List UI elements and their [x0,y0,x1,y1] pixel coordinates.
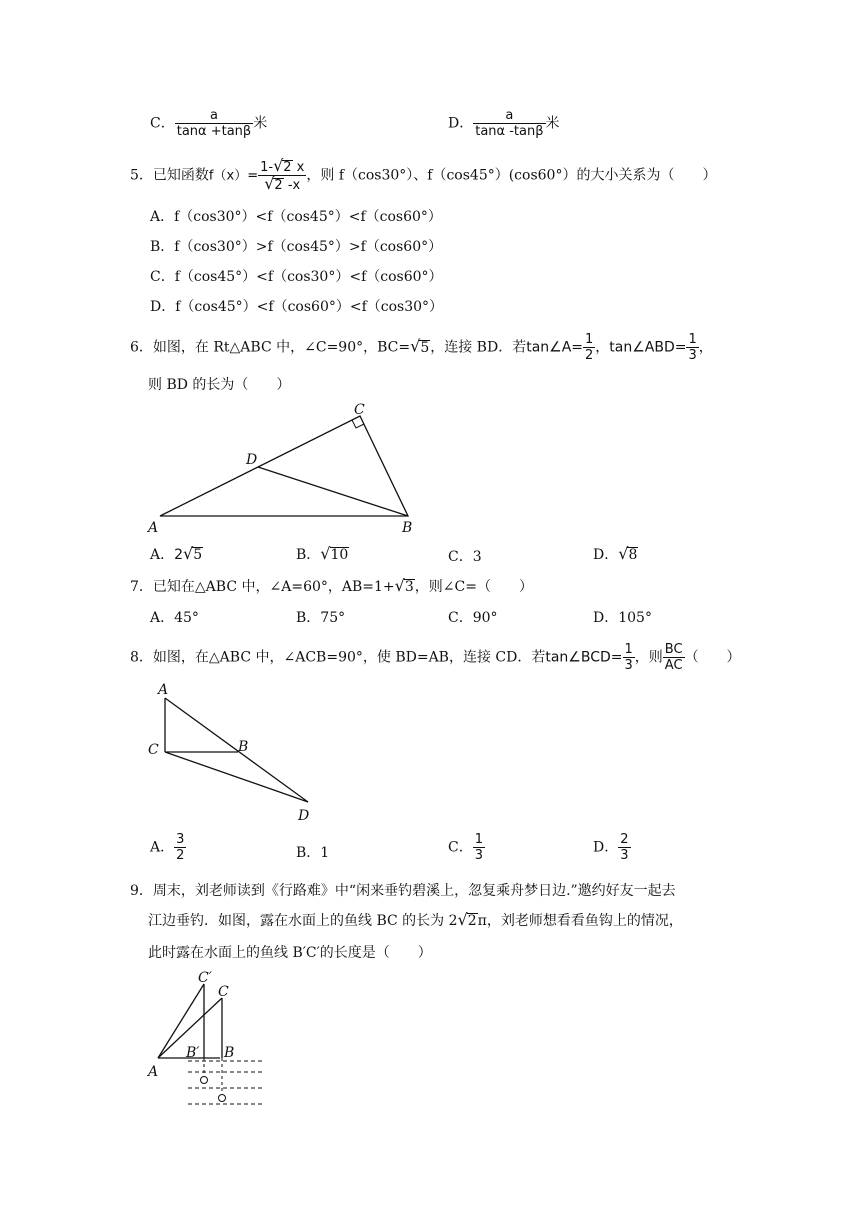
q8-option-c: C． $\frac{1}{3}$ [448,832,483,863]
q8-option-b: B．1 [296,845,330,861]
q7-option-c: C．90° [448,610,498,626]
q7-option-d: D．105° [593,610,652,626]
q6-option-d: D．√8 [593,544,638,563]
q6-figure [140,398,430,540]
q9-label-b: B [224,1045,235,1061]
q6-label-a: A [148,520,159,536]
q6-option-b: B．√10 [296,544,349,563]
q7-option-b: B．75° [296,610,346,626]
q5-option-c: C．f（cos45°）<f（cos30°）<f（cos60°） [150,269,443,285]
q7-stem: 7．已知在△ABC 中，∠A=60°，AB=1+√3，则∠C=（ ） [130,576,533,595]
q8-label-a: A [158,682,169,698]
q8-label-b: B [238,739,249,755]
q6-option-a: A．2√5 [150,544,203,563]
q6-option-c: C．3 [448,549,482,565]
q8-label-c: C [148,742,159,758]
q6-stem: 6．如图，在 Rt△ABC 中，∠C=90°，BC=√5，连接 BD．若tan∠A= $\frac{1}{2}$ ，tan∠ABD= $\frac{1}{3}$ ， [130,332,713,363]
q8-figure [140,680,330,826]
q9-label-c: C [218,984,229,1000]
q8-option-a: A． $\frac{3}{2}$ [150,832,185,863]
q5-option-a: A．f（cos30°）<f（cos45°）<f（cos60°） [150,209,442,225]
q7-option-a: A．45° [150,610,199,626]
q5-option-d: D．f（cos45°）<f（cos60°）<f（cos30°） [150,299,444,315]
q6-label-c: C [354,402,365,418]
q6-label-b: B [402,520,413,536]
q8-option-d: D． $\frac{2}{3}$ [593,832,629,863]
q4-option-c: C． $\frac{a}{\tan\alpha +\tan\beta}$ 米 [150,108,268,139]
q5-option-b: B．f（cos30°）>f（cos45°）>f（cos60°） [150,239,443,255]
q8-stem: 8．如图，在△ABC 中，∠ACB=90°，使 BD=AB，连接 CD．若tan∠BCD= $\frac{1}{3}$ ，则 $\frac{BC}{AC}$ （ ） [130,642,741,673]
q8-label-d: D [298,808,310,824]
q9-figure [140,966,280,1110]
q5-stem: 5．已知函数f（x）= $\frac{1-√2 x}{√2 -x}$ ，则 f（cos30°）、f（cos45°）(cos60°）的大小关系为（ ） [130,156,717,193]
q9-stem-line1: 9．周末，刘老师读到《行路难》中“闲来垂钓碧溪上，忽复乘舟梦日边.”邀约好友一起去 [130,883,676,899]
q9-stem-line3: 此时露在水面上的鱼线 B′C′的长度是（ ） [148,945,432,961]
q6-label-d: D [246,452,258,468]
q4-option-d: D． $\frac{a}{\tan\alpha -\tan\beta}$ 米 [448,108,560,139]
q9-label-c-prime: C′ [198,970,212,986]
q9-label-a: A [148,1064,159,1080]
q9-stem-line2: 江边垂钓．如图，露在水面上的鱼线 BC 的长为 2√2π，刘老师想看看鱼钩上的情况， [148,910,683,929]
q6-stem-line2: 则 BD 的长为（ ） [148,377,291,393]
q9-label-b-prime: B′ [186,1045,200,1061]
